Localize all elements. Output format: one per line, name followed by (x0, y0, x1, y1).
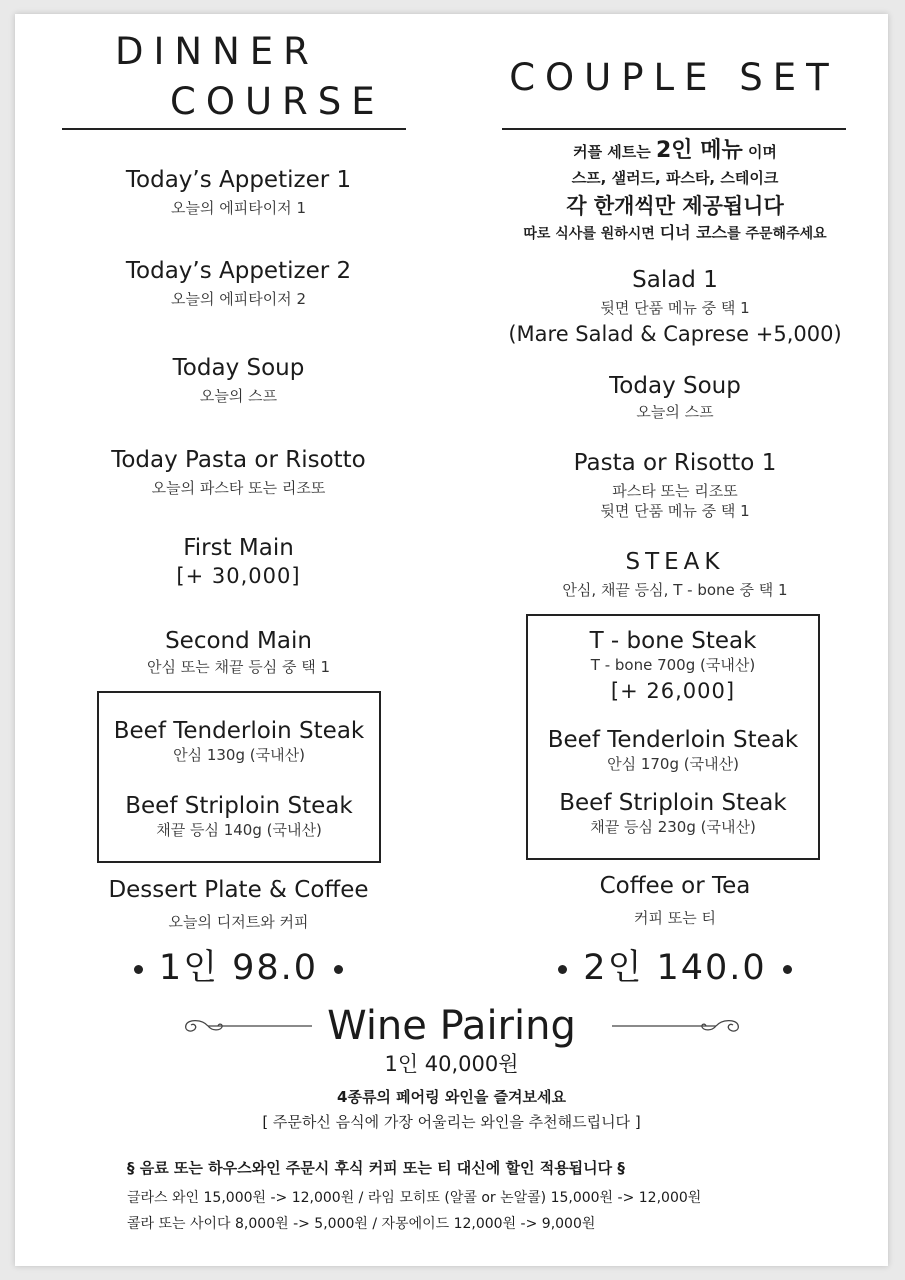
couple-title-rule (502, 128, 846, 130)
dinner-item-appetizer-2 (65, 257, 412, 309)
dinner-item-tenderloin (97, 717, 381, 765)
notes-line2: 콜라 또는 사이다 8,000원 -> 5,000원 / 자몽에이드 12,000원 -> 9,000원 (127, 1216, 596, 1232)
couple-item-name: STEAK (625, 549, 725, 575)
dinner-item-price: [+ 30,000] (176, 564, 301, 588)
dinner-item-name: Second Main (165, 628, 312, 654)
couple-item-name: Beef Striploin Steak (559, 790, 787, 816)
couple-item-steak (485, 548, 865, 600)
notes-line1: 글라스 와인 15,000원 -> 12,000원 / 라임 모히또 (알콜 or 논알콜) 15,000원 -> 12,000원 (127, 1190, 702, 1206)
couple-item-price: [+ 26,000] (610, 679, 736, 703)
dinner-item-first-main (65, 534, 412, 590)
couple-item-soup (485, 372, 865, 422)
dinner-item-soup (65, 354, 412, 406)
couple-item-desc: 파스타 또는 리조또 (612, 482, 738, 500)
couple-item-desc: 커피 또는 티 (634, 909, 716, 927)
couple-item-name: Salad 1 (632, 267, 718, 293)
couple-item-name: Beef Tenderloin Steak (547, 727, 799, 753)
dinner-price-text: 1인 98.0 (158, 948, 319, 988)
wine-line1: 4종류의 페어링 와인을 즐겨보세요 (337, 1088, 566, 1106)
couple-item-desc: 안심 170g (국내산) (607, 755, 739, 773)
dinner-item-second-main (65, 627, 412, 677)
dinner-item-desc: 오늘의 에피타이저 2 (170, 290, 306, 308)
dinner-price (65, 948, 412, 988)
dinner-item-desc: 오늘의 파스타 또는 리조또 (151, 479, 326, 497)
dinner-item-desc: 안심 또는 채끝 등심 중 택 1 (146, 658, 331, 676)
dinner-item-desc: 오늘의 디저트와 커피 (168, 913, 309, 931)
wine-line2: [ 주문하신 음식에 가장 어울리는 와인을 추천해드립니다 ] (262, 1113, 641, 1131)
dinner-item-name: Today’s Appetizer 2 (125, 258, 352, 284)
couple-item-pasta (485, 449, 865, 521)
menu-page (15, 14, 888, 1266)
dinner-item-name: Beef Tenderloin Steak (113, 718, 365, 744)
dinner-item-name: Today’s Appetizer 1 (125, 167, 352, 193)
dinner-title-rule (62, 128, 406, 130)
dinner-item-desc: 오늘의 스프 (199, 387, 278, 405)
dinner-item-pasta (65, 446, 412, 498)
dinner-title-line2: COURSE (170, 80, 385, 123)
dinner-item-name: First Main (183, 535, 294, 561)
couple-item-name: Today Soup (609, 373, 741, 399)
couple-item-striploin (526, 789, 820, 837)
couple-item-desc: 뒷면 단품 메뉴 중 택 1 (600, 299, 750, 317)
bullet-icon (783, 965, 792, 974)
dinner-item-desc: 안심 130g (국내산) (173, 746, 305, 764)
couple-item-desc: 오늘의 스프 (636, 403, 714, 421)
dinner-item-desc: 채끝 등심 140g (국내산) (156, 821, 322, 839)
dinner-item-appetizer-1 (65, 166, 412, 218)
couple-item-desc: 채끝 등심 230g (국내산) (590, 818, 756, 836)
couple-price-text: 2인 140.0 (583, 948, 767, 988)
couple-item-coffee (485, 872, 865, 928)
couple-item-name: Pasta or Risotto 1 (573, 450, 777, 476)
bullet-icon (134, 965, 143, 974)
couple-item-name: T - bone Steak (589, 628, 757, 654)
couple-item-desc-2: 뒷면 단품 메뉴 중 택 1 (600, 502, 750, 520)
couple-intro-line1: 커플 세트는 2인 메뉴 이며 (573, 138, 777, 163)
couple-intro-line3: 각 한개씩만 제공됩니다 (566, 194, 784, 218)
dinner-item-striploin (97, 792, 381, 840)
dinner-title-line1: DINNER (115, 30, 319, 73)
bullet-icon (334, 965, 343, 974)
dinner-item-desc: 오늘의 에피타이저 1 (170, 199, 306, 217)
dinner-item-name: Today Soup (172, 355, 305, 381)
bullet-icon (558, 965, 567, 974)
couple-item-tenderloin (526, 726, 820, 774)
dinner-item-dessert (65, 876, 412, 932)
couple-intro-line4: 따로 식사를 원하시면 디너 코스를 주문해주세요 (523, 223, 827, 242)
couple-item-tbone (526, 627, 820, 705)
dinner-item-name: Dessert Plate & Coffee (108, 877, 369, 903)
couple-price (485, 948, 865, 988)
couple-item-salad (485, 266, 865, 348)
couple-item-name: Coffee or Tea (599, 873, 751, 899)
dinner-item-name: Today Pasta or Risotto (111, 447, 366, 473)
couple-title: COUPLE SET (509, 56, 839, 99)
couple-item-extra: (Mare Salad & Caprese +5,000) (508, 322, 842, 346)
notes-headline: § 음료 또는 하우스와인 주문시 후식 커피 또는 티 대신에 할인 적용됩니다 § (127, 1159, 625, 1177)
couple-item-desc: 안심, 채끝 등심, T - bone 중 택 1 (562, 581, 788, 599)
wine-price: 1인 40,000원 (384, 1052, 519, 1076)
couple-intro-line2: 스프, 샐러드, 파스타, 스테이크 (571, 169, 779, 187)
couple-item-desc: T - bone 700g (국내산) (590, 656, 756, 674)
couple-intro (485, 138, 865, 246)
dinner-item-name: Beef Striploin Steak (125, 793, 353, 819)
wine-title: Wine Pairing (327, 1003, 576, 1049)
